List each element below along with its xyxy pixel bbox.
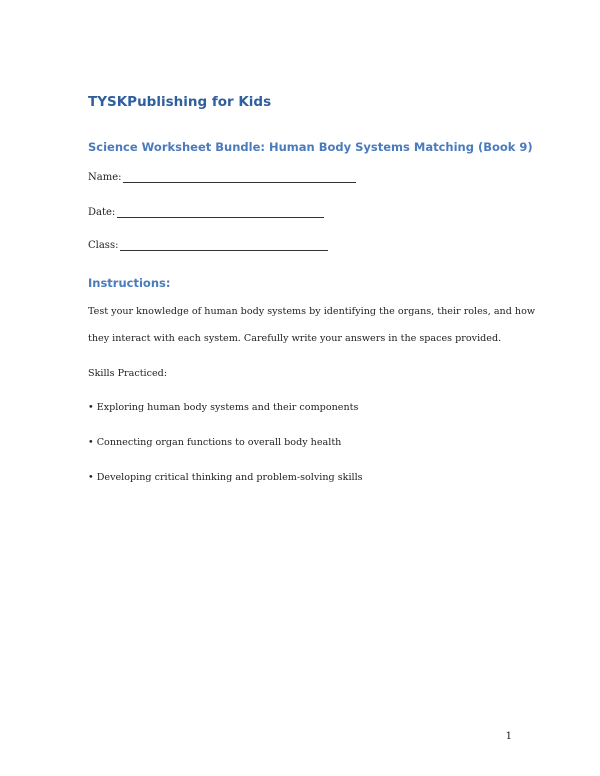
instructions-line-2: they interact with each system. Carefully write your answers in the spaces provided. [88, 333, 502, 344]
date-blank-line[interactable] [117, 207, 324, 218]
skill-item: • Developing critical thinking and problem-solving skills [88, 472, 363, 483]
instructions-heading: Instructions: [88, 276, 171, 290]
class-field[interactable] [88, 240, 328, 251]
class-label: Class: [88, 240, 119, 251]
name-blank-line[interactable] [123, 172, 356, 183]
date-label: Date: [88, 207, 116, 218]
instructions-line-1: Test your knowledge of human body systems by identifying the organs, their roles, and how [88, 306, 536, 317]
date-field[interactable] [88, 207, 324, 218]
publisher-name: TYSKPublishing for Kids [88, 94, 272, 110]
page-number: 1 [505, 731, 512, 742]
name-label: Name: [88, 172, 122, 183]
skill-item: • Connecting organ functions to overall body health [88, 437, 342, 448]
class-blank-line[interactable] [120, 240, 328, 251]
name-field[interactable] [88, 172, 356, 183]
worksheet-title: Science Worksheet Bundle: Human Body Systems Matching (Book 9) [88, 140, 533, 154]
skills-heading: Skills Practiced: [88, 368, 168, 379]
skill-item: • Exploring human body systems and their components [88, 402, 359, 413]
